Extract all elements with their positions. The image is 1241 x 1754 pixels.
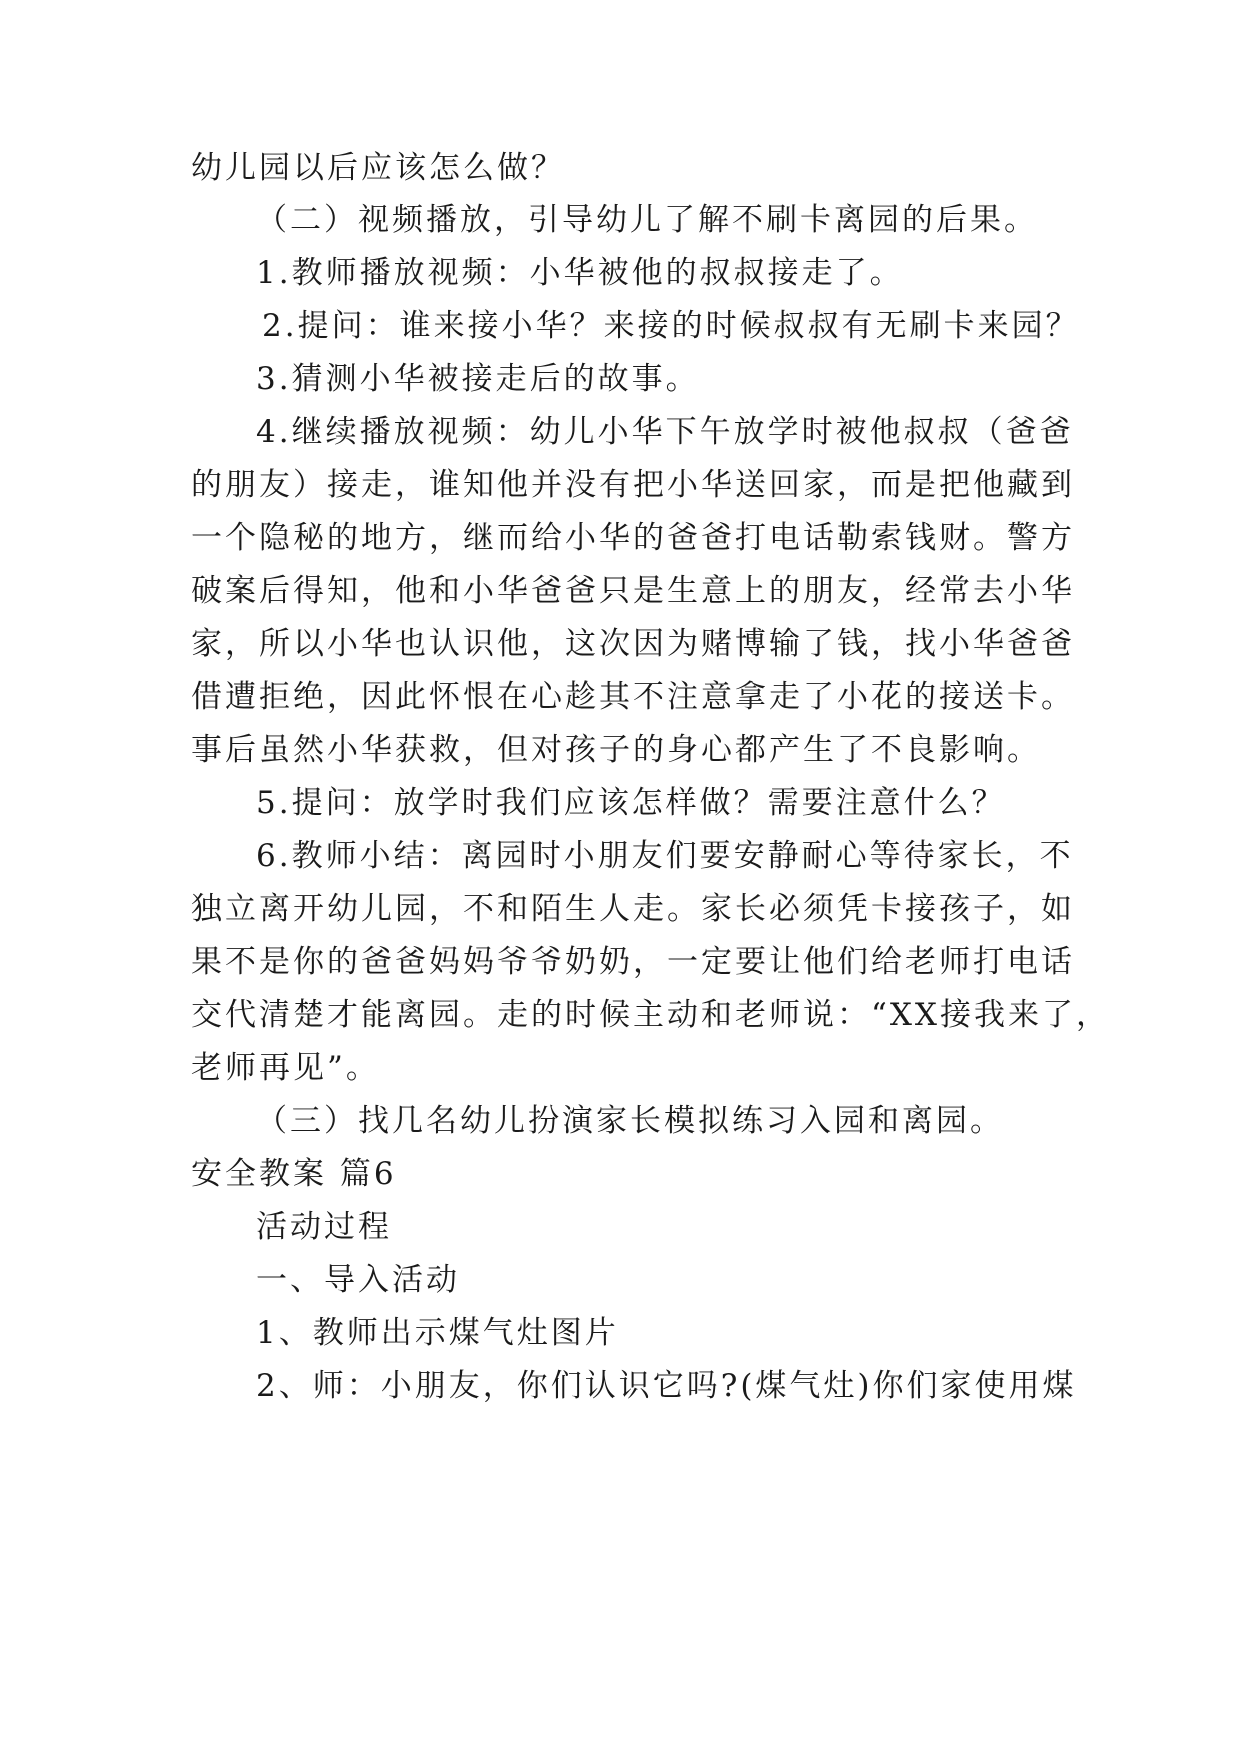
section-heading: 一、导入活动 [256,1262,460,1298]
list-item: 6.教师小结：离园时小朋友们要安静耐心等待家长，不 [256,838,1074,874]
list-item: 1.教师播放视频：小华被他的叔叔接走了。 [256,255,904,291]
text-line: 果不是你的爸爸妈妈爷爷奶奶，一定要让他们给老师打电话 [191,944,1075,980]
list-item: 3.猜测小华被接走后的故事。 [256,361,700,397]
text-line: 借遭拒绝，因此怀恨在心趁其不注意拿走了小花的接送卡。 [191,679,1075,715]
text-line: 交代清楚才能离园。走的时候主动和老师说：“XX接我来了， [191,997,1110,1033]
section-heading: （二）视频播放，引导幼儿了解不刷卡离园的后果。 [256,202,1038,238]
text-line: 的朋友）接走，谁知他并没有把小华送回家，而是把他藏到 [191,467,1075,503]
text-line: 一个隐秘的地方，继而给小华的爸爸打电话勒索钱财。警方 [191,520,1075,556]
text-line: 事后虽然小华获救，但对孩子的身心都产生了不良影响。 [191,732,1041,768]
text-line: 家，所以小华也认识他，这次因为赌博输了钱，找小华爸爸 [191,626,1075,662]
list-item: 2、师：小朋友，你们认识它吗?(煤气灶)你们家使用煤 [256,1368,1077,1404]
list-item: 1、教师出示煤气灶图片 [256,1315,619,1351]
list-item: 5.提问：放学时我们应该怎样做？需要注意什么？ [256,785,1006,821]
section-heading: （三）找几名幼儿扮演家长模拟练习入园和离园。 [256,1103,1004,1139]
text-line: 老师再见”。 [191,1050,380,1086]
section-heading: 活动过程 [256,1209,392,1245]
list-item: 2.提问：谁来接小华？来接的时候叔叔有无刷卡来园？ [262,308,1080,344]
list-item: 4.继续播放视频：幼儿小华下午放学时被他叔叔（爸爸 [256,414,1074,450]
text-line: 独立离开幼儿园，不和陌生人走。家长必须凭卡接孩子，如 [191,891,1075,927]
text-line: 幼儿园以后应该怎么做？ [191,150,565,186]
text-line: 破案后得知，他和小华爸爸只是生意上的朋友，经常去小华 [191,573,1075,609]
article-title: 安全教案 篇6 [191,1156,397,1192]
